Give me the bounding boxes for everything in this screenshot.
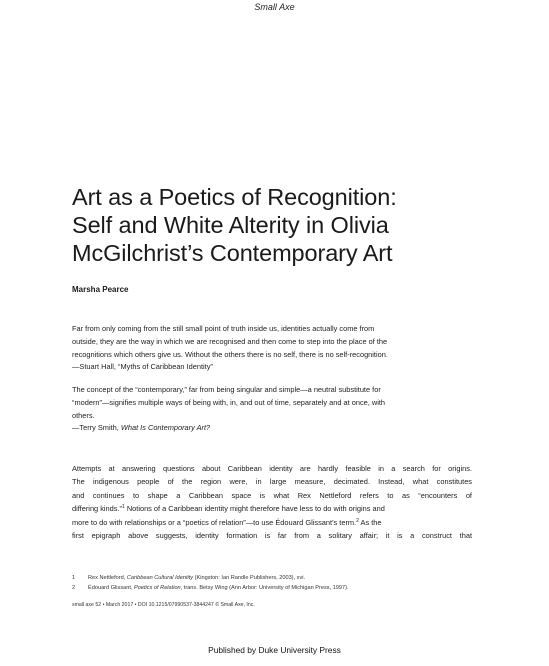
body-line: The indigenous people of the region were, in large measure, decimated. Instead, what constitutes xyxy=(72,477,472,487)
epigraph-hall xyxy=(72,323,472,374)
title-line: Art as a Poetics of Recognition: xyxy=(72,184,397,210)
epigraph-line: Far from only coming from the still small point of truth inside us, identities actually come from xyxy=(72,324,375,333)
cited-title: Caribbean Cultural Identity xyxy=(126,575,194,581)
title-line: McGilchrist’s Contemporary Art xyxy=(72,240,393,266)
epigraph-line: “modern”—signifies multiple ways of being with, in, and out of time, separately and at once, with xyxy=(72,397,386,407)
body-line: more to do with relationships or a “poetics of relation”—to use Édouard Glissant’s term.$^2$ As the xyxy=(72,517,382,527)
article-title xyxy=(72,183,492,267)
cited-title: What Is Contemporary Art? xyxy=(120,423,211,433)
body-line: differing kinds.”$^1$ Notions of a Caribbean identity might therefore have less to do with origins and xyxy=(72,504,385,514)
footnote-number: 2 xyxy=(72,585,76,591)
epigraph-line: recognitions which others give us. Without the others there is no self, there is no self-recognition. xyxy=(72,349,388,359)
footnote-ref[interactable]: 2 xyxy=(356,517,359,524)
citation-footer: small axe 52 • March 2017 • DOI 10.1215/07990537-3844247 © Small Axe, Inc. xyxy=(72,602,255,608)
epigraph-line: The concept of the “contemporary,” far from being singular and simple—a neutral substitute for xyxy=(72,385,381,394)
title-line: Self and White Alterity in Olivia xyxy=(72,212,389,238)
author-name: Marsha Pearce xyxy=(72,285,129,294)
publisher-line: Published by Duke University Press xyxy=(208,645,341,655)
footnote: 2 Édouard Glissant, Poetics of Relation, trans. Betsy Wing (Ann Arbor: University of Michigan Press, 1997). xyxy=(72,584,492,594)
body-line: Attempts at answering questions about Caribbean identity are hardly feasible in a search for origins. xyxy=(72,464,472,473)
epigraph-line: others. xyxy=(72,410,95,420)
body-line: first epigraph above suggests, identity formation is far from a solitary affair; it is a construct that xyxy=(72,531,472,541)
footnote-ref[interactable]: 1 xyxy=(121,504,125,511)
body-line: and continues to shape a Caribbean space is what Rex Nettleford refers to as “encounters of xyxy=(72,490,472,500)
epigraph-line: outside, they are the way in which we are recognised and then come to step into the place of the xyxy=(72,336,388,346)
cited-title: Poetics of Relation xyxy=(134,585,181,591)
footnote: 1 Rex Nettleford, Caribbean Cultural Identity (Kingston: Ian Randle Publishers, 2003), xvi. xyxy=(72,574,492,584)
body-paragraph xyxy=(72,462,472,542)
epigraph-attribution: —Terry Smith, What Is Contemporary Art? xyxy=(72,423,211,433)
epigraph-attribution: —Stuart Hall, “Myths of Caribbean Identity” xyxy=(72,362,213,372)
running-head: Small Axe xyxy=(254,2,295,12)
epigraph-smith xyxy=(72,384,472,435)
footnote-number: 1 xyxy=(72,575,76,581)
